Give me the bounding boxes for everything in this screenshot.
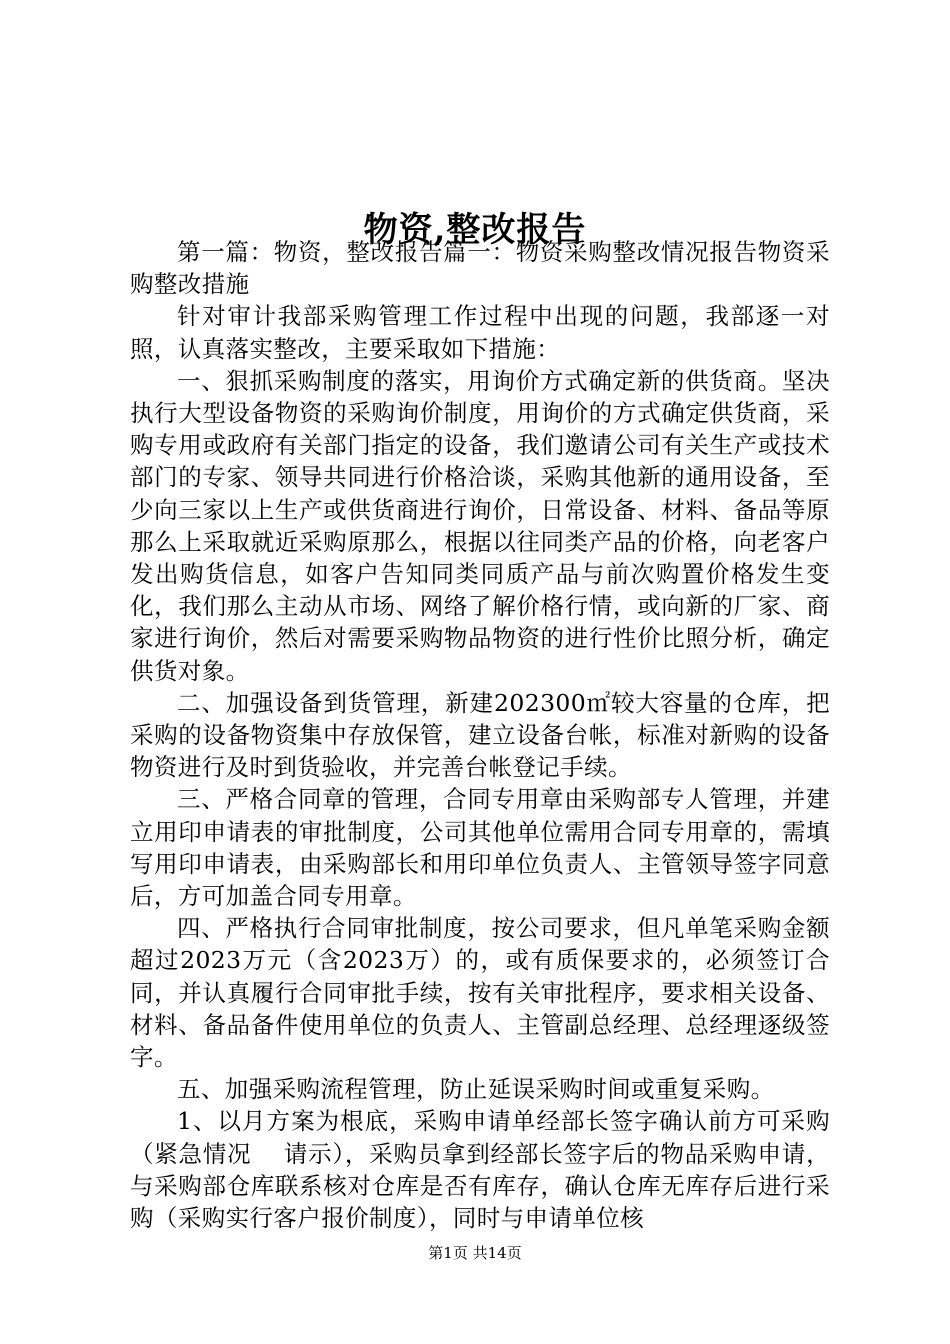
document-body [130, 236, 830, 1234]
page-number: 第1页 共14页 [428, 1244, 522, 1262]
paragraph-measure-5: 五、加强采购流程管理，防止延误采购时间或重复采购。 [177, 1075, 775, 1104]
paragraph-measure-4: 四、严格执行合同审批制度，按公司要求，但凡单笔采购金额超过2023万元（含2023万）的，或有质保要求的，必须签订合同，并认真履行合同审批手续，按有关审批程序，要求相关设备、材料、备品备件使用单位的负责人、主管副总经理、总经理逐级签字。 [130, 914, 830, 1072]
page-footer [0, 1242, 950, 1264]
paragraph-measure-3: 三、严格合同章的管理，合同专用章由采购部专人管理，并建立用印申请表的审批制度，公司其他单位需用合同专用章的，需填写用印申请表，由采购部长和用印单位负责人、主管领导签字同意后，方可加盖合同专用章。 [130, 785, 830, 911]
document-title: 物资,整改报告 [363, 209, 587, 250]
paragraph-measure-5-item-1: 1、以月方案为根底，采购申请单经部长签字确认前方可采购（紧急情况 请示），采购员拿到经部长签字后的物品采购申请，与采购部仓库联系核对仓库是否有库存，确认仓库无库存后进行采购（采购实行客户报价制度），同时与申请单位核 [130, 1107, 830, 1233]
paragraph-measure-1: 一、狠抓采购制度的落实，用询价方式确定新的供货商。坚决执行大型设备物资的采购询价制度，用询价的方式确定供货商，采购专用或政府有关部门指定的设备，我们邀请公司有关生产或技术部门的专家、领导共同进行价格洽谈，采购其他新的通用设备，至少向三家以上生产或供货商进行询价，日常设备、材料、备品等原那么上采取就近采购原那么，根据以往同类产品的价格，向老客户发出购货信息，如客户告知同类同质产品与前次购置价格发生变化，我们那么主动从市场、网络了解价格行情，或向新的厂家、商家进行询价，然后对需要采购物品物资的进行性价比照分析，确定供货对象。 [130, 366, 830, 685]
paragraph-intro: 第一篇：物资，整改报告篇一：物资采购整改情况报告物资采购整改措施 [130, 238, 830, 299]
paragraph-summary: 针对审计我部采购管理工作过程中出现的问题，我部逐一对照，认真落实整改，主要采取如下措施： [130, 302, 830, 363]
paragraph-measure-2: 二、加强设备到货管理，新建202300㎡较大容量的仓库，把采购的设备物资集中存放保管，建立设备台帐，标准对新购的设备物资进行及时到货验收，并完善台帐登记手续。 [130, 688, 830, 782]
